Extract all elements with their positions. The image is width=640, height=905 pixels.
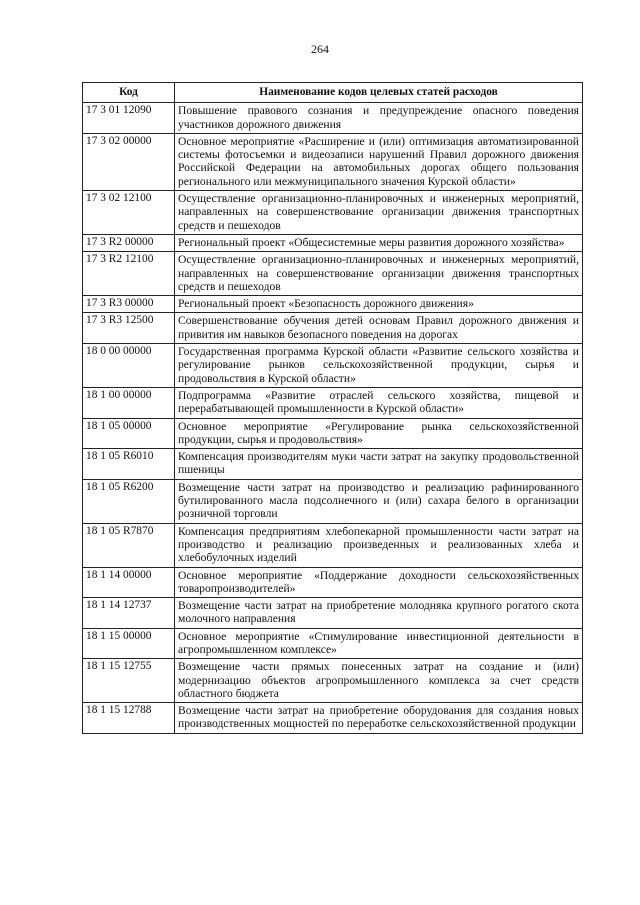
row-name: Региональный проект «Безопасность дорожного движения» <box>175 296 583 313</box>
table-row <box>83 449 583 480</box>
row-code: 17 3 R3 12500 <box>83 313 175 344</box>
table-row <box>83 103 583 134</box>
row-code: 18 1 05 R6010 <box>83 449 175 480</box>
table-header-row <box>83 83 583 103</box>
table-row <box>83 659 583 703</box>
table-row <box>83 252 583 296</box>
row-code: 18 1 05 R6200 <box>83 479 175 523</box>
row-code: 17 3 R2 12100 <box>83 252 175 296</box>
table-row <box>83 191 583 235</box>
table-row <box>83 479 583 523</box>
table-row <box>83 387 583 418</box>
row-name: Осуществление организационно-планировочных и инженерных мероприятий, направленных на совершенствование организации движения транспортных средств и пешеходов <box>175 252 583 296</box>
row-code: 18 1 00 00000 <box>83 387 175 418</box>
row-name: Возмещение части затрат на приобретение молодняка крупного рогатого скота молочного направления <box>175 598 583 629</box>
row-code: 18 0 00 00000 <box>83 344 175 388</box>
row-code: 18 1 14 12737 <box>83 598 175 629</box>
target-articles-table <box>82 82 583 734</box>
table-row <box>83 418 583 449</box>
column-header-code: Код <box>83 83 175 103</box>
row-name: Совершенствование обучения детей основам Правил дорожного движения и привития им навыков безопасного поведения на дорогах <box>175 313 583 344</box>
table-row <box>83 344 583 388</box>
table-row <box>83 567 583 598</box>
row-code: 18 1 05 00000 <box>83 418 175 449</box>
table-row <box>83 523 583 567</box>
table-row <box>83 598 583 629</box>
table-row <box>83 296 583 313</box>
row-code: 17 3 R3 00000 <box>83 296 175 313</box>
row-code: 18 1 15 00000 <box>83 628 175 659</box>
row-name: Возмещение части затрат на производство и реализацию рафинированного бутилированного масла подсолнечного и (или) сахара белого в организации розничной торговли <box>175 479 583 523</box>
row-name: Государственная программа Курской области «Развитие сельского хозяйства и регулирование рынков сельскохозяйственной продукции, сырья и продовольствия в Курской области» <box>175 344 583 388</box>
row-code: 18 1 15 12788 <box>83 703 175 734</box>
column-header-name: Наименование кодов целевых статей расходов <box>175 83 583 103</box>
table-row <box>83 234 583 251</box>
row-code: 17 3 02 12100 <box>83 191 175 235</box>
row-name: Основное мероприятие «Регулирование рынка сельскохозяйственной продукции, сырья и продовольствия» <box>175 418 583 449</box>
row-code: 18 1 05 R7870 <box>83 523 175 567</box>
row-code: 18 1 15 12755 <box>83 659 175 703</box>
row-name: Основное мероприятие «Стимулирование инвестиционной деятельности в агропромышленном комплексе» <box>175 628 583 659</box>
row-name: Возмещение части прямых понесенных затрат на создание и (или) модернизацию объектов агропромышленного комплекса за счет средств областного бюджета <box>175 659 583 703</box>
row-name: Повышение правового сознания и предупреждение опасного поведения участников дорожного движения <box>175 103 583 134</box>
row-code: 18 1 14 00000 <box>83 567 175 598</box>
row-name: Компенсация предприятиям хлебопекарной промышленности части затрат на производство и реализацию произведенных и реализованных хлеба и хлебобулочных изделий <box>175 523 583 567</box>
table-row <box>83 703 583 734</box>
row-name: Региональный проект «Общесистемные меры развития дорожного хозяйства» <box>175 234 583 251</box>
row-code: 17 3 01 12090 <box>83 103 175 134</box>
row-name: Основное мероприятие «Расширение и (или) оптимизация автоматизированной системы фотосъемки и видеозаписи нарушений Правил дорожного движения Российской Федерации на автомобильных дорогах общего пользования регионального или межмуниципального значения Курской области» <box>175 133 583 190</box>
table-row <box>83 628 583 659</box>
page-number: 264 <box>311 42 329 56</box>
row-code: 17 3 02 00000 <box>83 133 175 190</box>
row-name: Компенсация производителям муки части затрат на закупку продовольственной пшеницы <box>175 449 583 480</box>
row-code: 17 3 R2 00000 <box>83 234 175 251</box>
table-row <box>83 313 583 344</box>
row-name: Осуществление организационно-планировочных и инженерных мероприятий, направленных на совершенствование организации движения транспортных средств и пешеходов <box>175 191 583 235</box>
row-name: Основное мероприятие «Поддержание доходности сельскохозяйственных товаропроизводителей» <box>175 567 583 598</box>
row-name: Подпрограмма «Развитие отраслей сельского хозяйства, пищевой и перерабатывающей промышленности в Курской области» <box>175 387 583 418</box>
table-row <box>83 133 583 190</box>
row-name: Возмещение части затрат на приобретение оборудования для создания новых производственных мощностей по переработке сельскохозяйственной продукции <box>175 703 583 734</box>
